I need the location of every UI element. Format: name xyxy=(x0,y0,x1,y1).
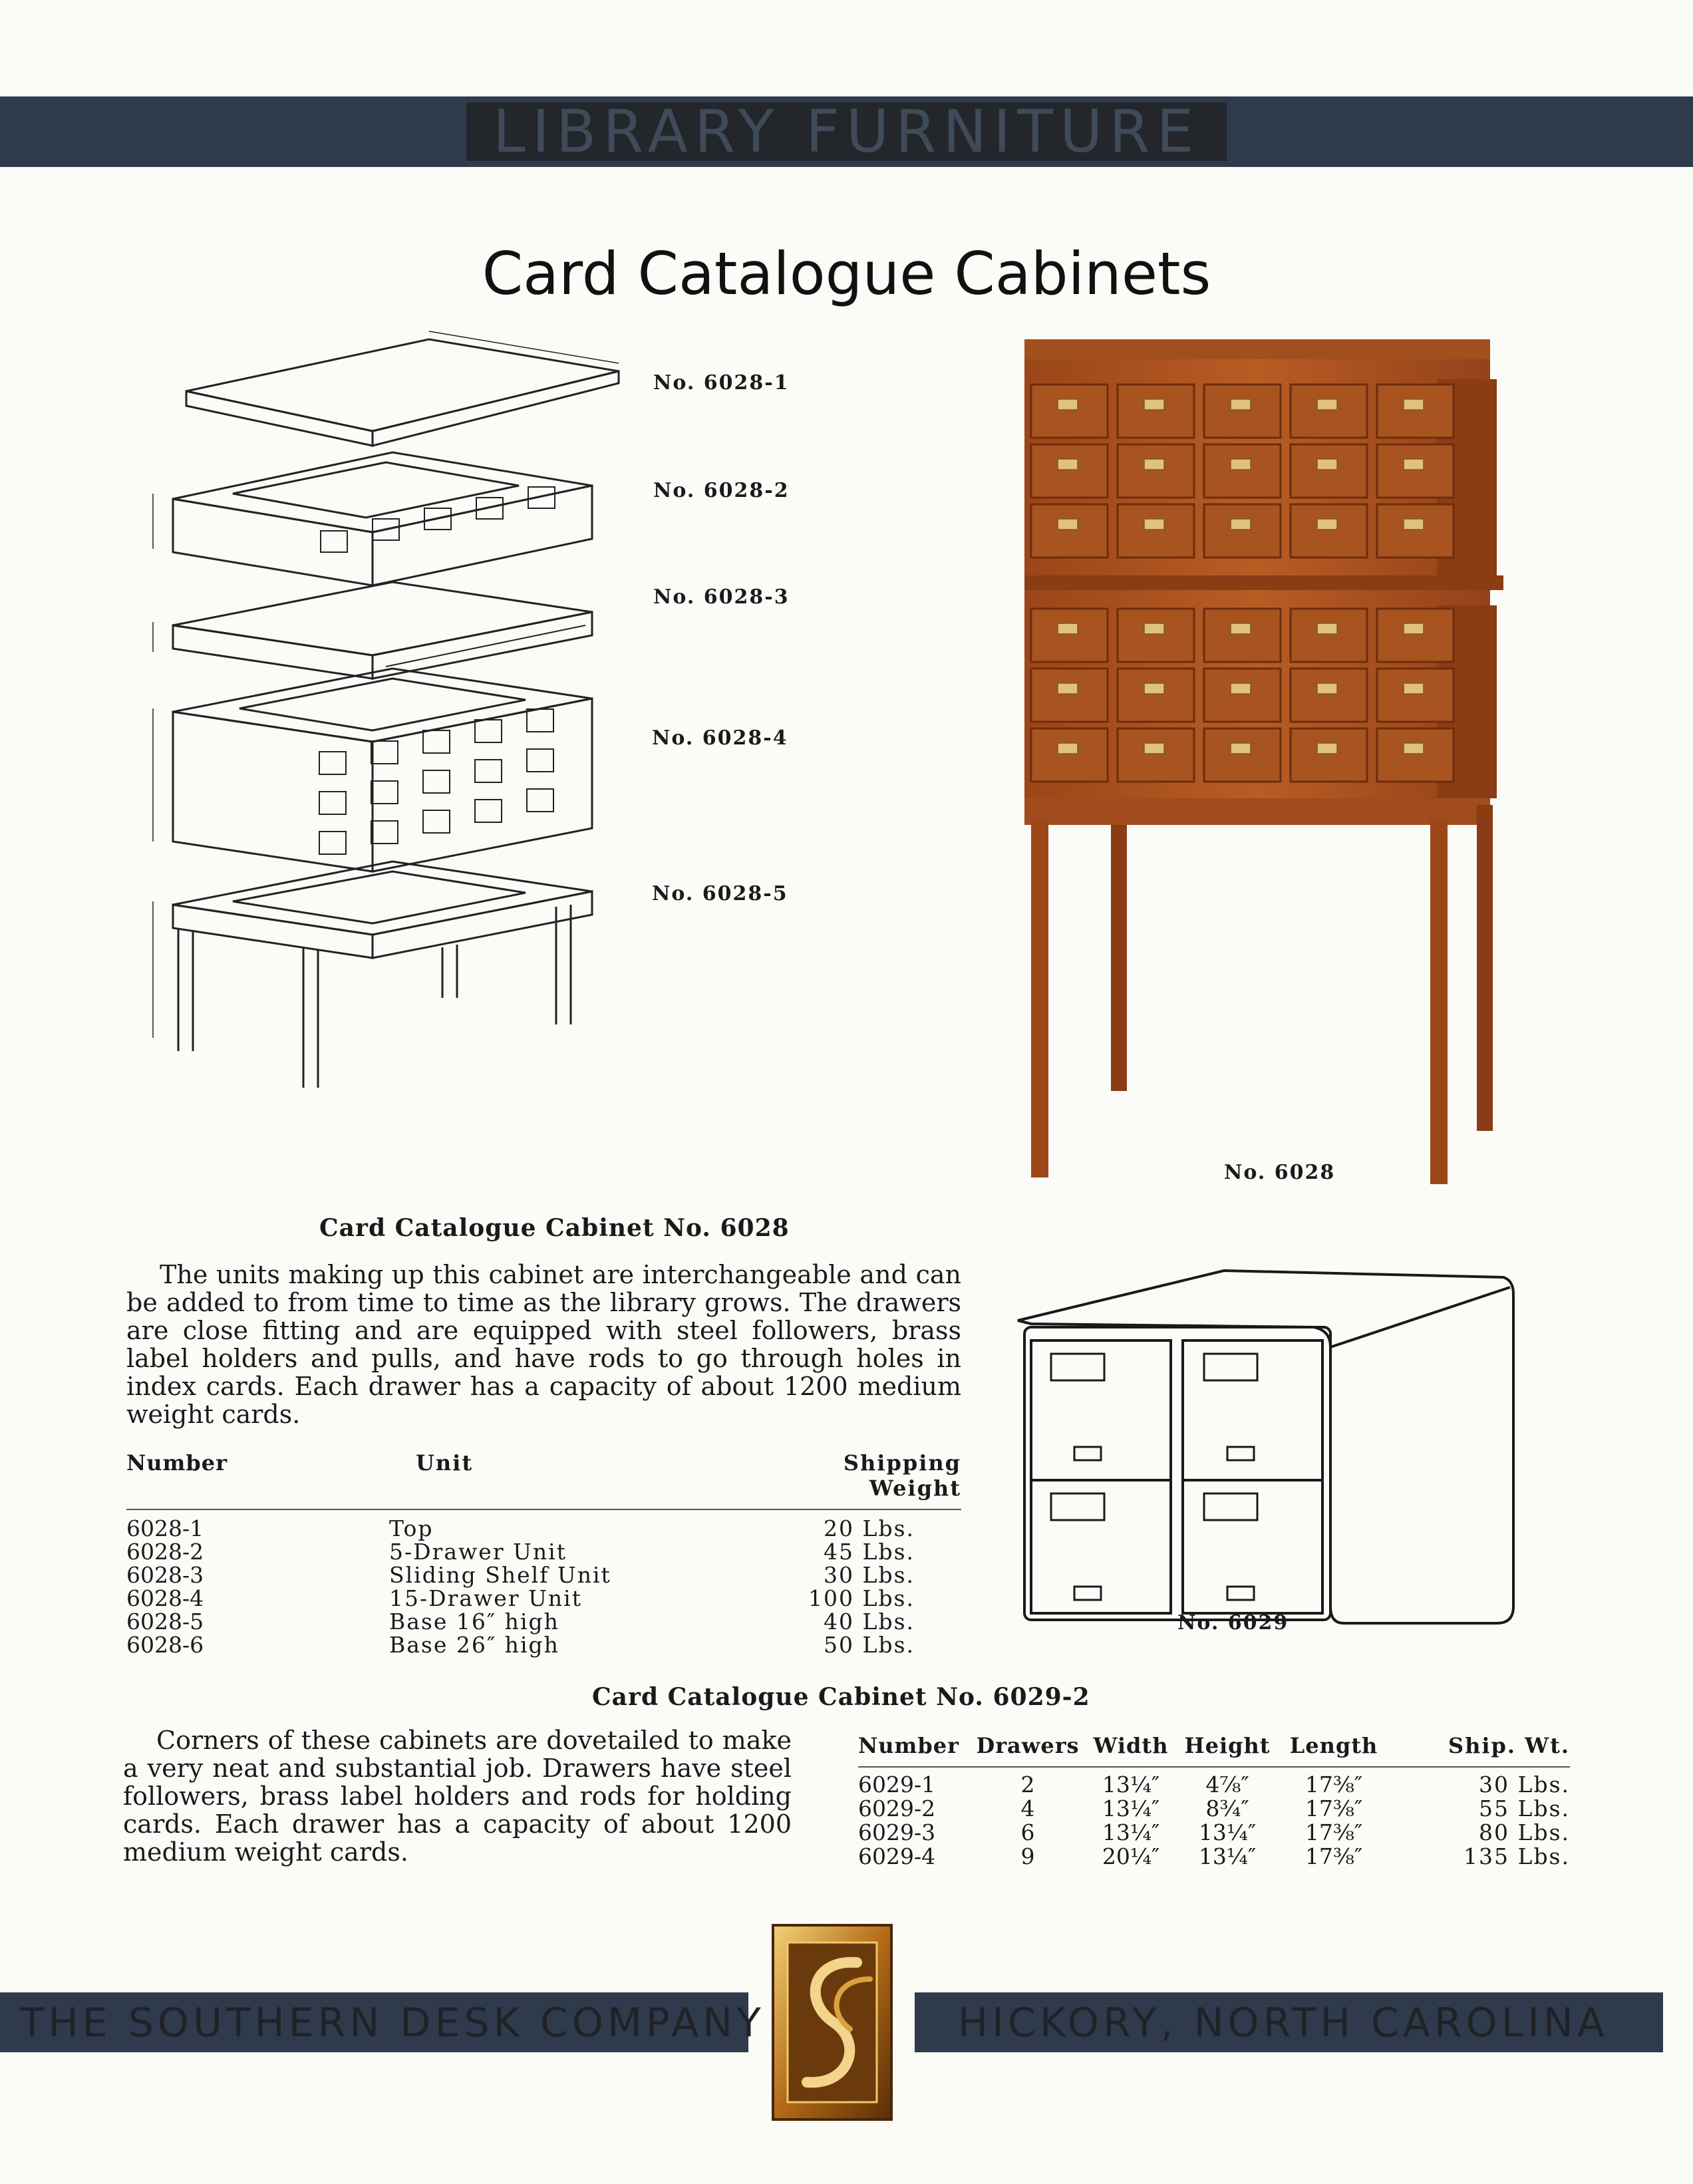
cell-width: 20¼″ xyxy=(1102,1843,1160,1869)
table-row xyxy=(858,1845,1570,1869)
caption-6028: No. 6028 xyxy=(1224,1161,1336,1184)
table-6029 xyxy=(858,1733,1570,1869)
cell-ship-weight: 55 Lbs. xyxy=(1479,1795,1570,1821)
cell-weight: 40 Lbs. xyxy=(824,1609,915,1635)
cabinet-6028-illustration xyxy=(1011,339,1517,1217)
banner-text: LIBRARY FURNITURE xyxy=(466,102,1227,161)
cell-unit: Base 26″ high xyxy=(389,1632,559,1658)
page-title: Card Catalogue Cabinets xyxy=(482,239,1211,308)
table-row xyxy=(126,1517,961,1540)
header-length: Length xyxy=(1289,1733,1378,1758)
cell-number: 6028-6 xyxy=(126,1632,204,1658)
cell-width: 13¼″ xyxy=(1102,1772,1160,1797)
header-drawers: Drawers xyxy=(976,1733,1080,1758)
cell-ship-weight: 135 Lbs. xyxy=(1463,1843,1570,1869)
cell-height: 13¼″ xyxy=(1198,1843,1257,1869)
leg xyxy=(1430,818,1448,1184)
leg xyxy=(1031,818,1048,1177)
heading-6028: Card Catalogue Cabinet No. 6028 xyxy=(319,1214,790,1242)
cabinet-6029-drawing xyxy=(1011,1261,1517,1640)
table-row xyxy=(126,1540,961,1563)
cell-drawers: 4 xyxy=(1020,1795,1035,1821)
cell-unit: Base 16″ high xyxy=(389,1609,559,1635)
header-weight: Shipping Weight xyxy=(843,1450,961,1501)
unit-base-drawing xyxy=(153,861,592,1088)
cell-height: 8¾″ xyxy=(1205,1795,1249,1821)
cell-number: 6029-1 xyxy=(858,1772,936,1797)
cell-unit: Sliding Shelf Unit xyxy=(389,1562,611,1588)
cell-number: 6028-5 xyxy=(126,1609,204,1635)
header-number: Number xyxy=(126,1450,228,1476)
table-row xyxy=(126,1633,961,1656)
cell-drawers: 2 xyxy=(1020,1772,1035,1797)
cell-height: 4⅞″ xyxy=(1205,1772,1249,1797)
footer-location: HICKORY, NORTH CAROLINA xyxy=(958,2000,1609,2046)
header-ship-weight: Ship. Wt. xyxy=(1448,1733,1570,1758)
cell-weight: 30 Lbs. xyxy=(824,1562,915,1588)
table-row xyxy=(126,1563,961,1587)
cell-number: 6029-3 xyxy=(858,1819,936,1845)
cell-number: 6029-2 xyxy=(858,1795,936,1821)
header-number: Number xyxy=(858,1733,959,1758)
description-6028: The units making up this cabinet are interchangeable and can be added to from time to time as the library grows. The drawers are close fitting and are equipped with steel followers, brass label holders and pulls, and have rods to go through holes in index cards. Each drawer has a capacity of about 1200 medium weight cards. xyxy=(126,1260,961,1429)
unit-top-drawing xyxy=(186,331,619,446)
unit-label-6028-2: No. 6028-2 xyxy=(653,479,790,502)
leg xyxy=(1111,825,1127,1091)
table-row xyxy=(858,1773,1570,1797)
cell-weight: 100 Lbs. xyxy=(808,1585,915,1611)
cell-drawers: 6 xyxy=(1020,1819,1035,1845)
table-6028 xyxy=(126,1450,961,1656)
unit-sliding-shelf-drawing xyxy=(153,582,592,679)
unit-15-drawer-drawing xyxy=(153,669,592,871)
cell-drawers: 9 xyxy=(1020,1843,1035,1869)
cell-number: 6028-3 xyxy=(126,1562,204,1588)
table-row xyxy=(858,1797,1570,1821)
cell-length: 17⅜″ xyxy=(1305,1843,1363,1869)
cell-weight: 20 Lbs. xyxy=(824,1515,915,1541)
cell-number: 6028-1 xyxy=(126,1515,204,1541)
cell-width: 13¼″ xyxy=(1102,1795,1160,1821)
caption-6029: No. 6029 xyxy=(1177,1611,1289,1635)
table-header xyxy=(858,1733,1570,1768)
cell-length: 17⅜″ xyxy=(1305,1795,1363,1821)
cell-length: 17⅜″ xyxy=(1305,1772,1363,1797)
table-row xyxy=(858,1821,1570,1845)
cell-number: 6029-4 xyxy=(858,1843,936,1869)
cell-width: 13¼″ xyxy=(1102,1819,1160,1845)
cell-weight: 50 Lbs. xyxy=(824,1632,915,1658)
table-header xyxy=(126,1450,961,1510)
cell-unit: 15-Drawer Unit xyxy=(389,1585,582,1611)
cell-height: 13¼″ xyxy=(1198,1819,1257,1845)
cell-ship-weight: 30 Lbs. xyxy=(1479,1772,1570,1797)
top-banner xyxy=(0,96,1693,167)
company-logo-icon xyxy=(770,1923,894,2122)
leg xyxy=(1477,805,1493,1131)
header-unit: Unit xyxy=(416,1450,474,1476)
header-width: Width xyxy=(1093,1733,1169,1758)
cell-number: 6028-2 xyxy=(126,1539,204,1565)
cell-number: 6028-4 xyxy=(126,1585,204,1611)
heading-6029: Card Catalogue Cabinet No. 6029-2 xyxy=(592,1683,1090,1711)
unit-label-6028-5: No. 6028-5 xyxy=(652,882,788,905)
unit-label-6028-1: No. 6028-1 xyxy=(653,371,790,394)
cell-unit: Top xyxy=(389,1515,434,1541)
table-row xyxy=(126,1610,961,1633)
cell-length: 17⅜″ xyxy=(1305,1819,1363,1845)
description-6029: Corners of these cabinets are dovetailed to make a very neat and substantial job. Drawers have steel followers, brass label holders and rods for holding cards. Each drawer has a capacity of about 1200 medium weight cards. xyxy=(123,1726,792,1867)
cell-ship-weight: 80 Lbs. xyxy=(1479,1819,1570,1845)
unit-label-6028-3: No. 6028-3 xyxy=(653,585,790,609)
exploded-cabinet-drawing xyxy=(60,319,645,1104)
cell-unit: 5-Drawer Unit xyxy=(389,1539,567,1565)
unit-5-drawer-drawing xyxy=(153,452,592,585)
header-height: Height xyxy=(1184,1733,1271,1758)
footer-company: THE SOUTHERN DESK COMPANY xyxy=(20,2000,765,2046)
table-row xyxy=(126,1587,961,1610)
unit-label-6028-4: No. 6028-4 xyxy=(652,726,788,750)
cell-weight: 45 Lbs. xyxy=(824,1539,915,1565)
